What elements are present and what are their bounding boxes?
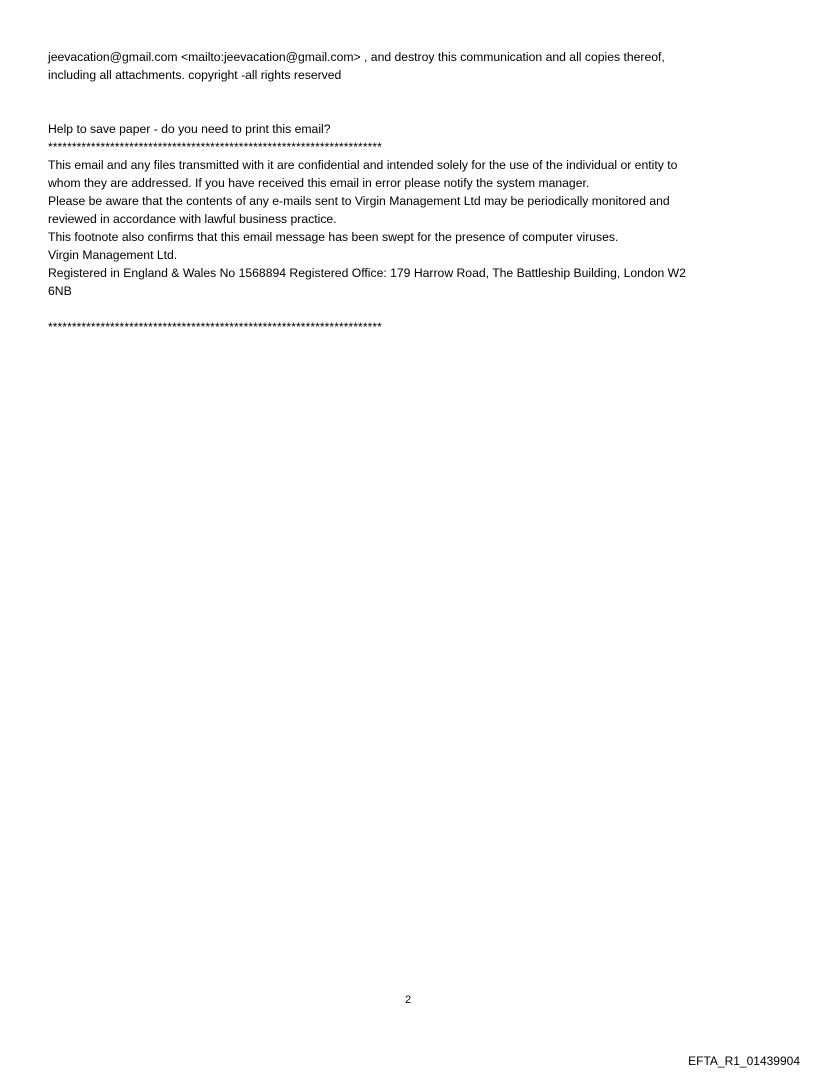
- footer-line-6: Virgin Management Ltd.: [48, 248, 178, 262]
- email-body: [48, 48, 768, 336]
- footer-line-1: This email and any files transmitted with it are confidential and intended solely for the use of the individual or entity to: [48, 158, 678, 172]
- footer-line-5: This footnote also confirms that this email message has been swept for the presence of computer viruses.: [48, 230, 619, 244]
- separator-stars-bottom: **********************************************************************: [48, 320, 382, 334]
- save-paper-notice: Help to save paper - do you need to print this email?: [48, 122, 331, 136]
- separator-stars-top: **********************************************************************: [48, 140, 382, 154]
- page-number: 2: [404, 994, 412, 1006]
- spacer: [48, 84, 768, 120]
- spacer: [48, 300, 768, 318]
- disclaimer-line-2: including all attachments. copyright -all rights reserved: [48, 68, 342, 82]
- footer-line-2: whom they are addressed. If you have received this email in error please notify the system manager.: [48, 176, 590, 190]
- footer-line-7: Registered in England & Wales No 1568894 Registered Office: 179 Harrow Road, The Battleship Building, London W2: [48, 266, 686, 280]
- footer-line-8: 6NB: [48, 284, 72, 298]
- disclaimer-line-1: jeevacation@gmail.com <mailto:jeevacation@gmail.com> , and destroy this communication and all copies thereof,: [48, 50, 665, 64]
- footer-line-4: reviewed in accordance with lawful business practice.: [48, 212, 337, 226]
- document-id-stamp: EFTA_R1_01439904: [688, 1054, 800, 1068]
- footer-line-3: Please be aware that the contents of any e-mails sent to Virgin Management Ltd may be periodically monitored and: [48, 194, 670, 208]
